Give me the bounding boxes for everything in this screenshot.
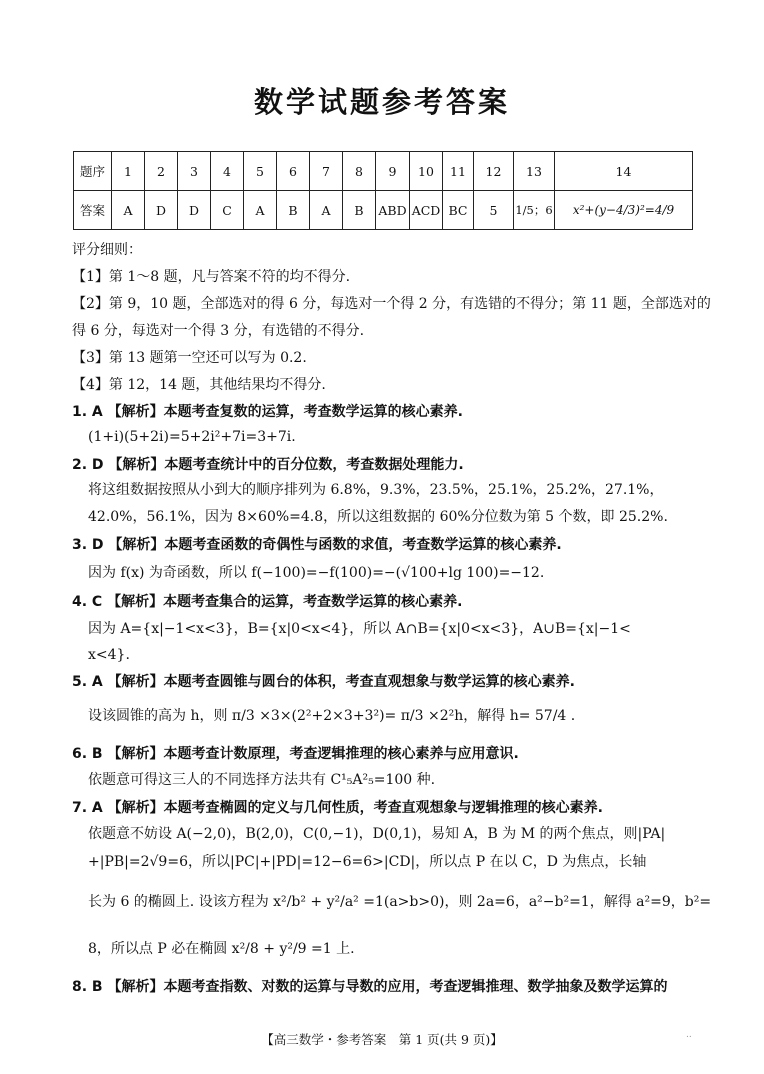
table-cell: A <box>310 191 343 230</box>
q6-line: 依题意可得这三人的不同选择方法共有 C¹₅A²₅=100 种. <box>88 772 436 788</box>
table-cell: A <box>244 191 277 230</box>
table-cell: B <box>343 191 376 230</box>
q7-line-4: 8，所以点 P 必在椭圆 x²/8 + y²/9 =1 上. <box>88 941 355 957</box>
table-cell: BC <box>443 191 474 230</box>
table-cell: 答案 <box>74 191 112 230</box>
table-cell: 7 <box>310 152 343 191</box>
table-cell: 11 <box>443 152 474 191</box>
table-cell: 5 <box>474 191 514 230</box>
q6-heading: 6. B 【解析】本题考查计数原理，考查逻辑推理的核心素养与应用意识. <box>72 746 519 762</box>
table-cell: 3 <box>178 152 211 191</box>
answer-table <box>73 151 693 230</box>
page-footer: 【高三数学・参考答案 第 1 页(共 9 页)】 <box>261 1032 503 1047</box>
table-cell: x²+(y−4/3)²=4/9 <box>555 191 693 230</box>
table-cell: 9 <box>376 152 410 191</box>
rule-2-cont: 得 6 分，每选对一个得 3 分，有选错的不得分. <box>72 323 365 339</box>
table-cell: 5 <box>244 152 277 191</box>
rule-1: 【1】第 1～8 题，凡与答案不符的均不得分. <box>72 269 351 285</box>
q2-line-1: 将这组数据按照从小到大的顺序排列为 6.8%，9.3%，23.5%，25.1%，25.2%，27.1%， <box>88 482 664 498</box>
table-cell: 13 <box>514 152 555 191</box>
table-cell: C <box>211 191 244 230</box>
table-cell: 题序 <box>74 152 112 191</box>
table-cell: B <box>277 191 310 230</box>
rule-4: 【4】第 12，14 题，其他结果均不得分. <box>72 377 326 393</box>
table-cell: 10 <box>410 152 443 191</box>
table-cell: A <box>112 191 145 230</box>
q7-line-2: +|PB|=2√9=6，所以|PC|+|PD|=12−6=6>|CD|，所以点 P 在以 C，D 为焦点，长轴 <box>88 854 647 870</box>
q2-line-2: 42.0%，56.1%，因为 8×60%=4.8，所以这组数据的 60%分位数为第 5 个数，即 25.2%. <box>88 509 668 525</box>
q4-heading: 4. C 【解析】本题考查集合的运算，考查数学运算的核心素养. <box>72 594 463 610</box>
q7-line-3: 长为 6 的椭圆上. 设该方程为 x²/b² + y²/a² =1(a>b>0)，则 2a=6，a²−b²=1，解得 a²=9，b²= <box>88 894 712 910</box>
table-cell: 4 <box>211 152 244 191</box>
table-row <box>74 152 693 191</box>
q3-heading: 3. D 【解析】本题考查函数的奇偶性与函数的求值，考查数学运算的核心素养. <box>72 537 562 553</box>
table-cell: 2 <box>145 152 178 191</box>
table-cell: 1/5；6 <box>514 191 555 230</box>
table-cell: D <box>145 191 178 230</box>
table-cell: ABD <box>376 191 410 230</box>
q1-line: (1+i)(5+2i)=5+2i²+7i=3+7i. <box>88 429 296 445</box>
q2-heading: 2. D 【解析】本题考查统计中的百分位数，考查数据处理能力. <box>72 457 464 473</box>
table-cell: ACD <box>410 191 443 230</box>
table-cell: 8 <box>343 152 376 191</box>
q7-heading: 7. A 【解析】本题考查椭圆的定义与几何性质，考查直观想象与逻辑推理的核心素养. <box>72 800 603 816</box>
q3-line: 因为 f(x) 为奇函数，所以 f(−100)=−f(100)=−(√100+lg 100)=−12. <box>88 565 545 581</box>
q1-heading: 1. A 【解析】本题考查复数的运算，考查数学运算的核心素养. <box>72 404 463 420</box>
q5-line: 设该圆锥的高为 h，则 π/3 ×3×(2²+2×3+3²)= π/3 ×2²h，解得 h= 57/4 . <box>88 708 576 724</box>
q4-line-1: 因为 A={x|−1<x<3}，B={x|0<x<4}，所以 A∩B={x|0<x<3}，A∪B={x|−1< <box>88 621 631 637</box>
rule-2: 【2】第 9，10 题，全部选对的得 6 分，每选对一个得 2 分，有选错的不得分；第 11 题，全部选对的 <box>72 296 711 312</box>
table-row <box>74 191 693 230</box>
table-cell: 6 <box>277 152 310 191</box>
rule-3: 【3】第 13 题第一空还可以写为 0.2. <box>72 350 307 366</box>
page-title: 数学试题参考答案 <box>253 85 510 119</box>
q7-line-1: 依题意不妨设 A(−2,0)，B(2,0)，C(0,−1)，D(0,1)，易知 A，B 为 M 的两个焦点，则|PA| <box>88 826 666 842</box>
table-cell: 14 <box>555 152 693 191</box>
table-cell: 1 <box>112 152 145 191</box>
table-cell: D <box>178 191 211 230</box>
q5-heading: 5. A 【解析】本题考查圆锥与圆台的体积，考查直观想象与数学运算的核心素养. <box>72 674 575 690</box>
corner-mark: .. <box>686 1030 692 1040</box>
q4-line-2: x<4}. <box>88 647 130 663</box>
q8-heading: 8. B 【解析】本题考查指数、对数的运算与导数的应用，考查逻辑推理、数学抽象及数学运算的 <box>72 979 668 995</box>
rules-heading: 评分细则： <box>72 242 142 258</box>
table-cell: 12 <box>474 152 514 191</box>
